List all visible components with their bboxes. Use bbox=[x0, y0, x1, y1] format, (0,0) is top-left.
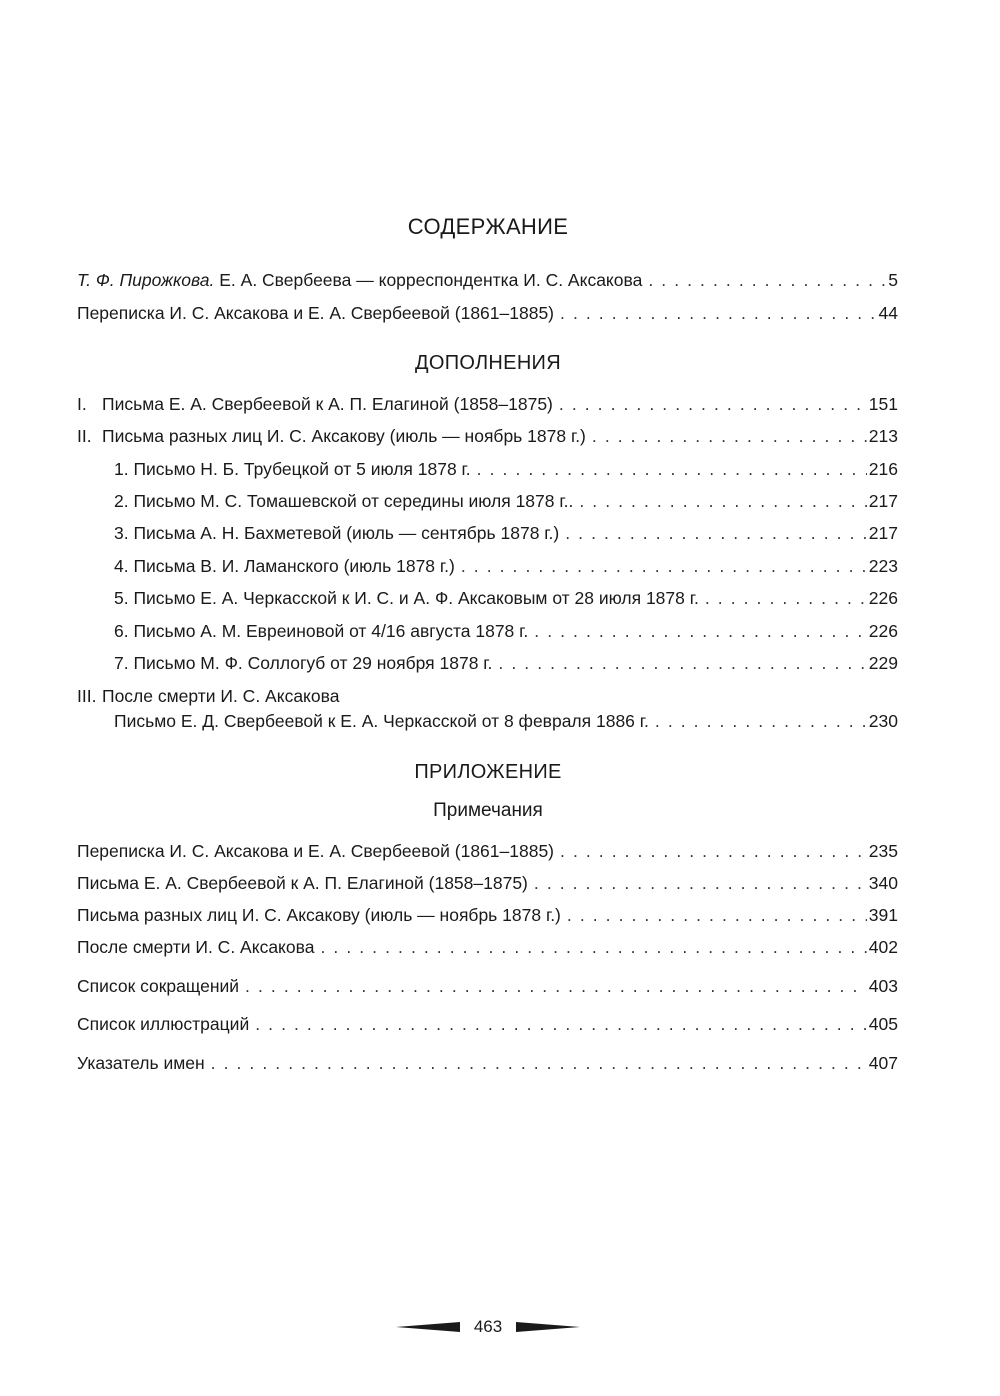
toc-entry-page: 213 bbox=[868, 426, 898, 446]
dot-leader bbox=[648, 268, 886, 292]
dot-leader bbox=[567, 903, 867, 927]
toc-entry-text: 5. Письмо Е. А. Черкасской к И. С. и А. Ф. Аксаковым от 28 июля 1878 г. bbox=[114, 588, 699, 608]
toc-entry-text: Список иллюстраций bbox=[77, 1014, 250, 1034]
toc-entry-notes[interactable] bbox=[77, 871, 898, 895]
toc-entry-page: 5 bbox=[888, 270, 898, 290]
toc-entry-page: 151 bbox=[868, 394, 898, 414]
toc-entry-notes[interactable] bbox=[77, 903, 898, 927]
toc-entry-text: После смерти И. С. Аксакова bbox=[102, 686, 340, 706]
page-footer bbox=[0, 1312, 976, 1342]
appendix-heading: ПРИЛОЖЕНИЕ bbox=[414, 761, 562, 783]
toc-entry-page: 402 bbox=[868, 937, 898, 957]
toc-entry-text: 3. Письма А. Н. Бахметевой (июль — сентябрь 1878 г.) bbox=[114, 523, 560, 543]
dot-leader bbox=[705, 586, 867, 610]
toc-entry-page: 229 bbox=[868, 653, 898, 673]
toc-entry-page: 391 bbox=[868, 905, 898, 925]
toc-entry-page: 403 bbox=[868, 976, 898, 996]
dot-leader bbox=[211, 1051, 867, 1075]
dot-leader bbox=[534, 871, 867, 895]
toc-entry-page: 407 bbox=[868, 1053, 898, 1073]
toc-entry-section-1[interactable] bbox=[77, 392, 898, 416]
toc-subentry[interactable] bbox=[114, 521, 898, 545]
toc-subentry[interactable] bbox=[114, 489, 898, 513]
dot-leader bbox=[498, 651, 866, 675]
toc-entry-text: 1. Письмо Н. Б. Трубецкой от 5 июля 1878 г. bbox=[114, 459, 471, 479]
toc-entry-author: Т. Ф. Пирожкова. bbox=[77, 270, 215, 290]
toc-entry-text: 2. Письмо М. С. Томашевской от середины июля 1878 г.. bbox=[114, 491, 574, 511]
toc-entry-page: 226 bbox=[868, 588, 898, 608]
right-ornament-icon bbox=[516, 1321, 580, 1333]
toc-entry-text: Список сокращений bbox=[77, 976, 240, 996]
toc-entry-text: 7. Письмо М. Ф. Соллогуб от 29 ноября 1878 г. bbox=[114, 653, 493, 673]
toc-entry-text: 4. Письма В. И. Ламанского (июль 1878 г.) bbox=[114, 556, 455, 576]
toc-entry-abbreviations[interactable] bbox=[77, 974, 898, 998]
dot-leader bbox=[245, 974, 867, 998]
toc-entry-section-3[interactable] bbox=[77, 684, 339, 708]
toc-entry-page: 230 bbox=[868, 711, 898, 731]
toc-entry-illustrations[interactable] bbox=[77, 1012, 898, 1036]
toc-entry-text: После смерти И. С. Аксакова bbox=[77, 937, 315, 957]
contents-heading: СОДЕРЖАНИЕ bbox=[407, 214, 569, 239]
toc-entry-name-index[interactable] bbox=[77, 1051, 898, 1075]
toc-entry-page: 405 bbox=[868, 1014, 898, 1034]
toc-subentry[interactable] bbox=[114, 709, 898, 733]
dot-leader bbox=[655, 709, 867, 733]
toc-entry-text: Письма Е. А. Свербеевой к А. П. Елагиной (1858–1875) bbox=[77, 873, 528, 893]
toc-entry-text: Письма Е. А. Свербеевой к А. П. Елагиной (1858–1875) bbox=[102, 394, 553, 414]
toc-entry-page: 44 bbox=[878, 303, 898, 323]
supplements-heading: ДОПОЛНЕНИЯ bbox=[415, 352, 561, 374]
toc-entry-page: 226 bbox=[868, 621, 898, 641]
toc-entry-text: Переписка И. С. Аксакова и Е. А. Свербеевой (1861–1885) bbox=[77, 303, 555, 323]
section-number: I. bbox=[77, 394, 87, 414]
dot-leader bbox=[565, 521, 867, 545]
toc-entry-page: 216 bbox=[868, 459, 898, 479]
section-number: II. bbox=[77, 426, 92, 446]
appendix-subheading: Примечания bbox=[433, 800, 543, 821]
toc-subentry[interactable] bbox=[114, 651, 898, 675]
dot-leader bbox=[534, 619, 867, 643]
toc-subentry[interactable] bbox=[114, 586, 898, 610]
dot-leader bbox=[461, 554, 867, 578]
toc-entry-text bbox=[77, 268, 642, 292]
toc-entry-text: Письмо Е. Д. Свербеевой к Е. А. Черкасской от 8 февраля 1886 г. bbox=[114, 711, 649, 731]
toc-entry-text: 6. Письмо А. М. Евреиновой от 4/16 августа 1878 г. bbox=[114, 621, 529, 641]
toc-entry-page: 217 bbox=[868, 491, 898, 511]
toc-entry-notes[interactable] bbox=[77, 935, 898, 959]
toc-subentry[interactable] bbox=[114, 554, 898, 578]
toc-subentry[interactable] bbox=[114, 457, 898, 481]
toc-entry-title: Е. А. Свербеева — корреспондентка И. С. Аксакова bbox=[219, 270, 643, 290]
toc-entry-text: Указатель имен bbox=[77, 1053, 205, 1073]
dot-leader bbox=[477, 457, 867, 481]
toc-entry-page: 340 bbox=[868, 873, 898, 893]
toc-entry-page: 223 bbox=[868, 556, 898, 576]
toc-entry-notes[interactable] bbox=[77, 839, 898, 863]
toc-entry-text: Письма разных лиц И. С. Аксакову (июль — ноябрь 1878 г.) bbox=[102, 426, 586, 446]
toc-entry-text: Переписка И. С. Аксакова и Е. А. Свербеевой (1861–1885) bbox=[77, 841, 555, 861]
toc-entry-section-2[interactable] bbox=[77, 424, 898, 448]
left-ornament-icon bbox=[396, 1321, 460, 1333]
toc-entry-page: 217 bbox=[868, 523, 898, 543]
dot-leader bbox=[560, 301, 877, 325]
section-number: III. bbox=[77, 686, 97, 706]
toc-entry-text: Письма разных лиц И. С. Аксакову (июль — ноябрь 1878 г.) bbox=[77, 905, 561, 925]
dot-leader bbox=[560, 839, 867, 863]
dot-leader bbox=[579, 489, 866, 513]
toc-subentry[interactable] bbox=[114, 619, 898, 643]
dot-leader bbox=[592, 424, 867, 448]
toc-entry-correspondence[interactable] bbox=[77, 301, 898, 325]
toc-entry-essay[interactable] bbox=[77, 268, 898, 292]
dot-leader bbox=[255, 1012, 867, 1036]
dot-leader bbox=[320, 935, 866, 959]
dot-leader bbox=[559, 392, 867, 416]
toc-entry-page: 235 bbox=[868, 841, 898, 861]
page-number: 463 bbox=[473, 1317, 503, 1336]
